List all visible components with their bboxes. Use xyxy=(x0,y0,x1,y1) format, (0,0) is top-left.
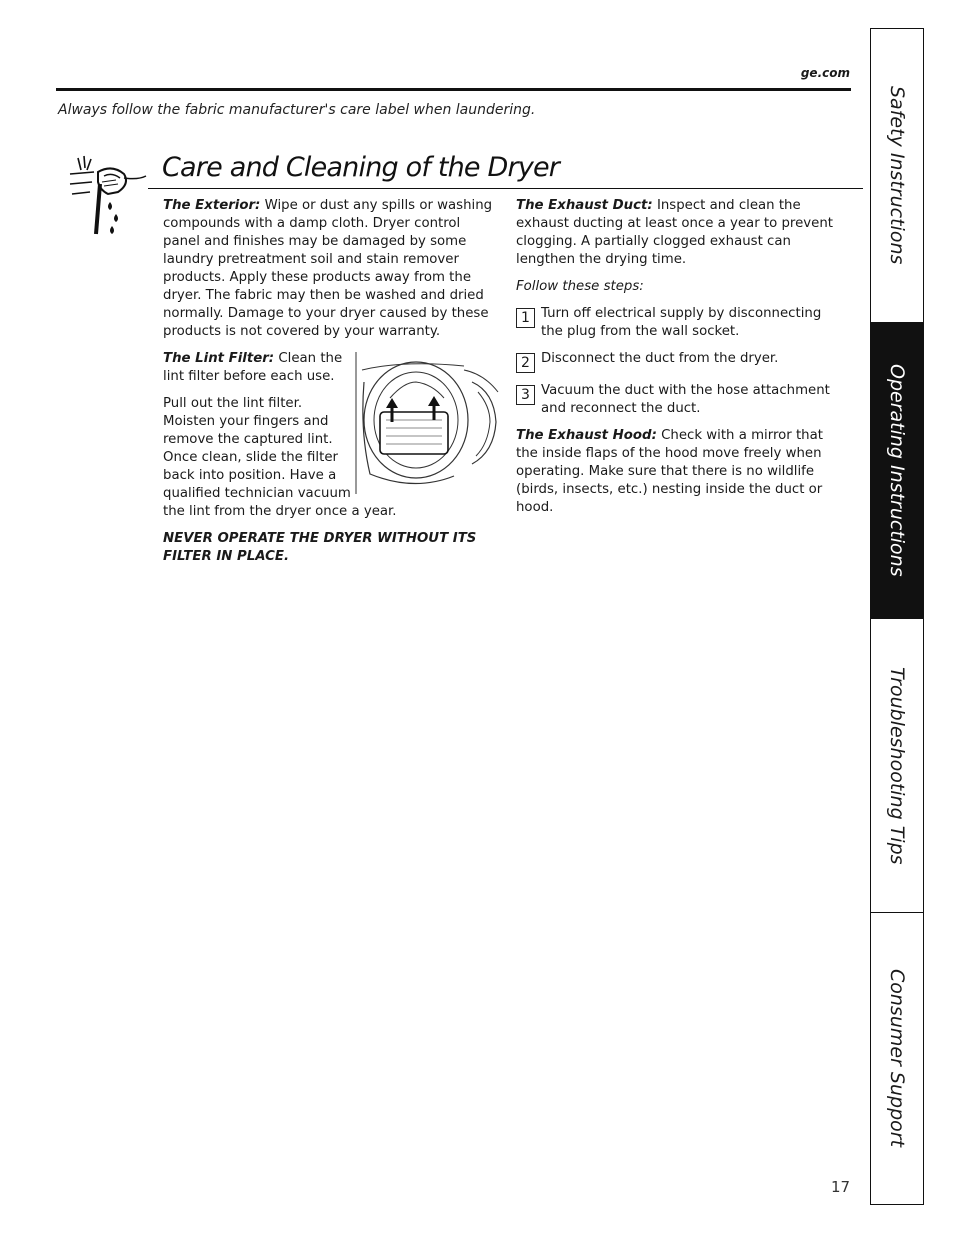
lint-filter-instructions: Pull out the lint filter. Moisten your fingers and remove the captured lint. Once clean, slide the filter back into position. Have a qualified technician vacuum xyxy=(163,396,351,501)
exterior-label: The Exterior: xyxy=(163,198,261,213)
step-item xyxy=(516,382,846,418)
cleaning-bottle-icon xyxy=(66,154,150,240)
follow-steps-text: Follow these steps: xyxy=(516,279,644,294)
section-title: Care and Cleaning of the Dryer xyxy=(162,152,560,183)
filter-warning: NEVER OPERATE THE DRYER WITHOUT ITS FILTER IN PLACE. xyxy=(163,531,477,564)
exterior-paragraph xyxy=(163,197,493,341)
exterior-text: Wipe or dust any spills or washing compounds with a damp cloth. Dryer control panel and finishes may be damaged by some laundry pretreatment soil and stain remover products. Apply these products away from the dryer. The fabric may then be washed and dried normally. Damage to your dryer caused by these products is not covered by your warranty. xyxy=(163,198,493,339)
tab-troubleshooting-tips[interactable] xyxy=(871,619,923,913)
lint-filter-block xyxy=(163,350,353,503)
tab-consumer-support[interactable] xyxy=(871,913,923,1204)
step-text: Vacuum the duct with the hose attachment and reconnect the duct. xyxy=(541,383,830,416)
step-number: 2 xyxy=(516,353,535,373)
title-rule xyxy=(148,188,863,189)
care-label-note: Always follow the fabric manufacturer's care label when laundering. xyxy=(58,102,536,118)
header-rule xyxy=(56,88,851,91)
tab-label: Troubleshooting Tips xyxy=(886,666,908,865)
step-item xyxy=(516,305,846,341)
exhaust-duct-text: Inspect and clean the exhaust ducting at least once a year to prevent clogging. A partially clogged exhaust can lengthen the drying time. xyxy=(516,198,833,267)
tab-label: Consumer Support xyxy=(886,969,908,1148)
tab-label: Operating Instructions xyxy=(886,364,908,577)
lint-filter-text: Clean the lint filter before each use. xyxy=(163,351,343,384)
lint-filter-label: The Lint Filter: xyxy=(163,351,275,366)
tab-operating-instructions[interactable] xyxy=(871,323,923,619)
exhaust-hood-label: The Exhaust Hood: xyxy=(516,428,657,443)
site-url: ge.com xyxy=(800,66,850,80)
right-column xyxy=(516,197,846,517)
section-tabs xyxy=(870,28,924,1205)
lint-filter-instructions-end: the lint from the dryer once a year. xyxy=(163,504,397,519)
step-number: 3 xyxy=(516,385,535,405)
step-text: Turn off electrical supply by disconnecting the plug from the wall socket. xyxy=(541,306,822,339)
exhaust-hood-paragraph xyxy=(516,427,846,517)
step-text: Disconnect the duct from the dryer. xyxy=(541,351,779,366)
exhaust-duct-label: The Exhaust Duct: xyxy=(516,198,653,213)
lint-filter-illustration xyxy=(354,352,500,494)
page-number: 17 xyxy=(831,1178,851,1196)
lint-filter-paragraph xyxy=(163,350,353,386)
exhaust-hood-text: Check with a mirror that the inside flaps of the hood move freely when operating. Make sure that there is no wildlife (birds, insects, etc.) nesting inside the duct or hood. xyxy=(516,428,823,515)
step-item xyxy=(516,350,846,373)
exhaust-duct-paragraph xyxy=(516,197,846,269)
tab-label: Safety Instructions xyxy=(886,86,908,265)
tab-safety-instructions[interactable] xyxy=(871,29,923,323)
step-number: 1 xyxy=(516,308,535,328)
